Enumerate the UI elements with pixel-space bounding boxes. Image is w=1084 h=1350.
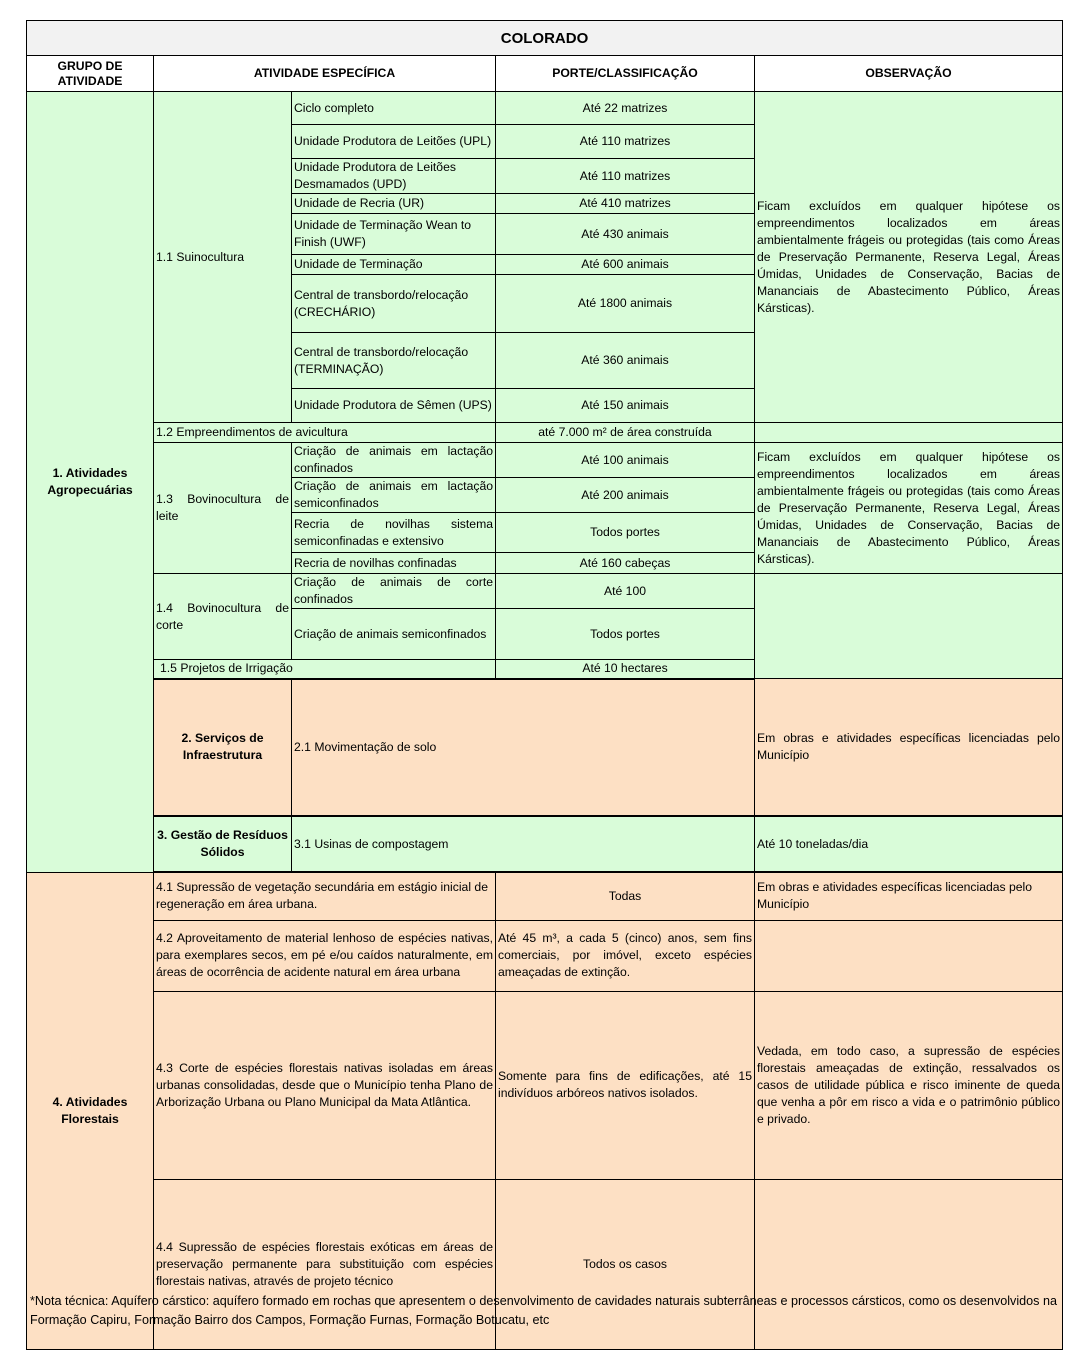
table-row [27, 423, 1063, 443]
cell-porte: Até 100 animais [496, 443, 755, 478]
cell-porte: Até 160 cabeças [496, 553, 755, 574]
cell-atividade: Ciclo completo [292, 92, 496, 125]
table-row [27, 92, 1063, 125]
group-2-label: 2. Serviços de Infraestrutura [154, 679, 292, 817]
cell-porte: Até 430 animais [496, 214, 755, 255]
header-grupo: GRUPO DE ATIVIDADE [27, 56, 154, 92]
cell-atividade: Criação de animais de corte confinados [292, 574, 496, 609]
cell-atividade: Unidade de Recria (UR) [292, 194, 496, 214]
florestal-obs [755, 920, 1063, 991]
florestal-label: 4.4 Supressão de espécies florestais exóticas em áreas de preservação permanente para substituição com espécies florestais nativas, através de projeto técnico [154, 1179, 496, 1349]
table-row [27, 816, 1063, 872]
cell-porte: Até 410 matrizes [496, 194, 755, 214]
cell-atividade: Unidade de Terminação [292, 255, 496, 275]
florestal-porte: Todas [496, 872, 755, 920]
table-row [27, 991, 1063, 1179]
cell-porte: Todos portes [496, 513, 755, 553]
cell-atividade: Central de transbordo/relocação (CRECHÁRIO) [292, 275, 496, 333]
table-row [27, 679, 1063, 817]
cell-porte: Até 1800 animais [496, 275, 755, 333]
cell-atividade: Unidade Produtora de Sêmen (UPS) [292, 389, 496, 423]
irrigacao-label: 1.5 Projetos de Irrigação [154, 660, 496, 679]
cell-atividade: Recria de novilhas confinadas [292, 553, 496, 574]
cell-atividade: Criação de animais em lactação confinados [292, 443, 496, 478]
compostagem-label: 3.1 Usinas de compostagem [292, 816, 755, 872]
cell-porte: Todos portes [496, 609, 755, 660]
cell-porte: Até 110 matrizes [496, 159, 755, 194]
cell-atividade: Criação de animais semiconfinados [292, 609, 496, 660]
cell-porte: Até 22 matrizes [496, 92, 755, 125]
table-row [27, 872, 1063, 920]
suinocultura-label: 1.1 Suinocultura [154, 92, 292, 423]
header-observacao: OBSERVAÇÃO [755, 56, 1063, 92]
irrigacao-porte: Até 10 hectares [496, 660, 755, 679]
cell-porte: Até 600 animais [496, 255, 755, 275]
florestal-label: 4.3 Corte de espécies florestais nativas isoladas em áreas urbanas consolidadas, desde que o Município tenha Plano de Arborização Urbana ou Plano Municipal da Mata Atlântica. [154, 991, 496, 1179]
bovino-leite-obs: Ficam excluídos em qualquer hipótese os empreendimentos localizados em áreas ambientalmente frágeis ou protegidas (tais como Áreas de Preservação Permanente, Reserva Legal, Áreas Úmidas, Unidades de Conservação, Bacias de Mananciais de Abastecimento Público, Áreas Kársticas). [755, 443, 1063, 574]
cell-atividade: Recria de novilhas sistema semiconfinadas e extensivo [292, 513, 496, 553]
florestal-obs: Vedada, em todo caso, a supressão de espécies florestais ameaçadas de extinção, ressalvados os casos de utilidade pública e risco iminente de queda que venha a pôr em risco a vida e o patrimônio público e privado. [755, 991, 1063, 1179]
cell-porte: Até 200 animais [496, 478, 755, 513]
compostagem-porte: Até 10 toneladas/dia [755, 816, 1063, 872]
cell-porte: Até 100 [496, 574, 755, 609]
bovino-corte-obs [755, 574, 1063, 679]
florestal-label: 4.2 Aproveitamento de material lenhoso de espécies nativas, para exemplares secos, em pé e/ou caídos naturalmente, em áreas de ocorrência de acidente natural em área urbana [154, 920, 496, 991]
table-row [27, 443, 1063, 478]
group-1-label: 1. Atividades Agropecuárias [27, 92, 154, 873]
bovino-leite-label: 1.3 Bovinocultura de leite [154, 443, 292, 574]
florestal-porte: Até 45 m³, a cada 5 (cinco) anos, sem fins comerciais, por imóvel, exceto espécies ameaçadas de extinção. [496, 920, 755, 991]
cell-atividade: Unidade Produtora de Leitões (UPL) [292, 125, 496, 159]
avicultura-obs [755, 423, 1063, 443]
avicultura-label: 1.2 Empreendimentos de avicultura [154, 423, 496, 443]
suinocultura-obs: Ficam excluídos em qualquer hipótese os empreendimentos localizados em áreas ambientalmente frágeis ou protegidas (tais como Áreas de Preservação Permanente, Reserva Legal, Áreas Úmidas, Unidades de Conservação, Bacias de Mananciais de Abastecimento Público, Áreas Kársticas). [755, 92, 1063, 423]
table-row [27, 574, 1063, 609]
licensing-table [26, 20, 1063, 1350]
movimentacao-label: 2.1 Movimentação de solo [292, 679, 755, 817]
cell-atividade: Criação de animais em lactação semiconfinados [292, 478, 496, 513]
florestal-label: 4.1 Supressão de vegetação secundária em estágio inicial de regeneração em área urbana. [154, 872, 496, 920]
cell-porte: Até 360 animais [496, 333, 755, 389]
cell-porte: Até 150 animais [496, 389, 755, 423]
florestal-obs: Em obras e atividades específicas licenciadas pelo Município [755, 872, 1063, 920]
group-3-label: 3. Gestão de Resíduos Sólidos [154, 816, 292, 872]
cell-atividade: Unidade de Terminação Wean to Finish (UWF) [292, 214, 496, 255]
technical-note: *Nota técnica: Aquífero cárstico: aquífero formado em rochas que apresentem o desenvolvimento de cavidades naturais subterrâneas e processos cársticos, como os desenvolvidos na Formação Capiru, Formação Bairro dos Campos, Formação Furnas, Formação Botucatu, etc [30, 1294, 1057, 1327]
avicultura-porte: até 7.000 m² de área construída [496, 423, 755, 443]
cell-atividade: Unidade Produtora de Leitões Desmamados (UPD) [292, 159, 496, 194]
header-porte: PORTE/CLASSIFICAÇÃO [496, 56, 755, 92]
movimentacao-porte: Em obras e atividades específicas licenciadas pelo Município [755, 679, 1063, 817]
table-title: COLORADO [27, 21, 1063, 56]
cell-atividade: Central de transbordo/relocação (TERMINAÇÃO) [292, 333, 496, 389]
florestal-porte: Todos os casos [496, 1179, 755, 1349]
header-atividade: ATIVIDADE ESPECÍFICA [154, 56, 496, 92]
bovino-corte-label: 1.4 Bovinocultura de corte [154, 574, 292, 660]
table-row [27, 920, 1063, 991]
group-4-label: 4. Atividades Florestais [27, 872, 154, 1349]
florestal-porte: Somente para fins de edificações, até 15 indivíduos arbóreos nativos isolados. [496, 991, 755, 1179]
cell-porte: Até 110 matrizes [496, 125, 755, 159]
